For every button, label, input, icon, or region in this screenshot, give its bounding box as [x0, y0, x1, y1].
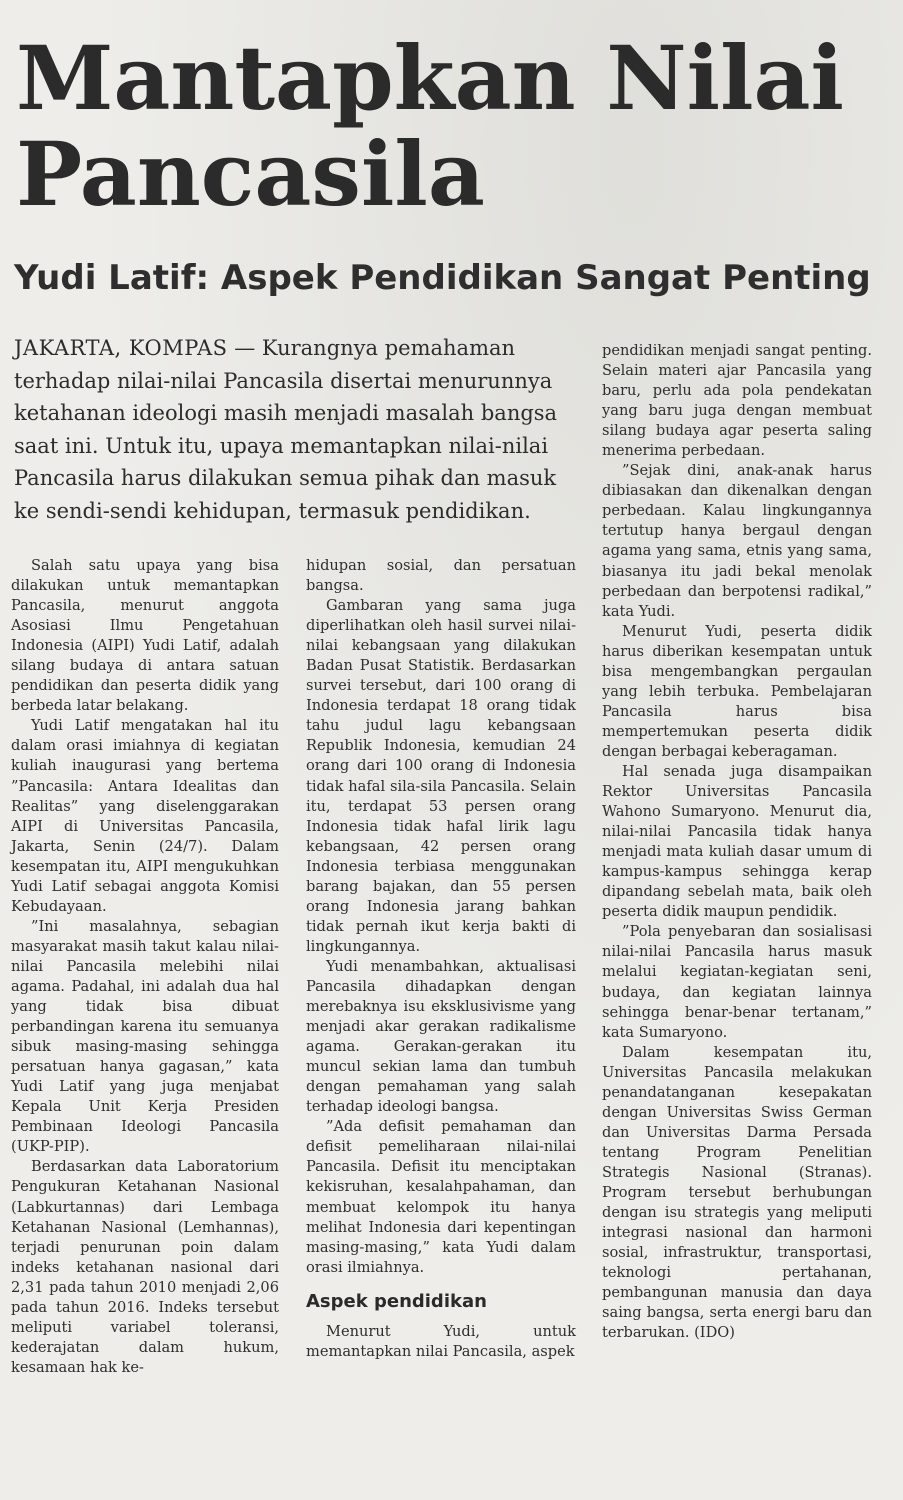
body-paragraph: Yudi menambahkan, aktualisasi Pancasila dihadapkan dengan merebaknya isu eksklusivisme yang menjadi akar gerakan radikalisme agama. Gerakan-gerakan itu muncul sekian lama dan tumbuh dengan pemahaman yang salah terhadap ideologi bangsa.	[306, 957, 576, 1116]
body-paragraph: Yudi Latif mengatakan hal itu dalam orasi imiahnya di kegiatan kuliah inaugurasi yang bertema ”Pancasila: Antara Idealitas dan Realitas” yang diselenggarakan AIPI di Universitas Pancasila, Jakarta, Senin (24/7). Dalam kesempatan itu, AIPI mengukuhkan Yudi Latif sebagai anggota Komisi Kebudayaan.	[11, 717, 279, 915]
dateline: JAKARTA, KOMPAS	[14, 336, 228, 360]
headline: Mantapkan Nilai Pancasila	[16, 26, 844, 226]
body-paragraph-continued: pendidikan menjadi sangat penting. Selain materi ajar Pancasila yang baru, perlu ada pola pendekatan yang baru juga dengan membuat silang budaya agar peserta saling menerima perbedaan.	[602, 342, 872, 460]
body-paragraph: ”Pola penyebaran dan sosialisasi nilai-nilai Pancasila harus masuk melalui kegiatan-kegiatan seni, budaya, dan kegiatan lainnya sehingga benar-benar tertanam,” kata Sumaryono.	[602, 923, 872, 1041]
lead-text: — Kurangnya pemahaman terhadap nilai-nilai Pancasila disertai menurunnya ketahanan ideologi masih menjadi masalah bangsa saat ini. Untuk itu, upaya memantapkan nilai-nilai Pancasila harus dilakukan semua pihak dan masuk ke sendi-sendi kehidupan, termasuk pendidikan.	[14, 336, 558, 523]
section-heading: Aspek pendidikan	[306, 1290, 487, 1312]
body-paragraph: ”Ini masalahnya, sebagian masyarakat masih takut kalau nilai-nilai Pancasila melebihi nilai agama. Padahal, ini adalah dua hal yang tidak bisa dibuat perbandingan karena itu semuanya sibuk masing-masing sehingga persatuan hanya gagasan,” kata Yudi Latif yang juga menjabat Kepala Unit Kerja Presiden Pembinaan Ideologi Pancasila (UKP-PIP).	[11, 917, 279, 1156]
body-paragraph: Menurut Yudi, untuk memantapkan nilai Pancasila, aspek	[306, 1322, 576, 1360]
body-paragraph: Gambaran yang sama juga diperlihatkan oleh hasil survei nilai-nilai kebangsaan yang dilakukan Badan Pusat Statistik. Berdasarkan survei tersebut, dari 100 orang di Indonesia terdapat 18 orang tidak tahu judul lagu kebangsaan Republik Indonesia, kemudian 24 orang dari 100 orang di Indonesia tidak hafal sila-sila Pancasila. Selain itu, terdapat 53 persen orang Indonesia tidak hafal lirik lagu kebangsaan, 42 persen orang Indonesia terbiasa menggunakan barang bajakan, dan 55 persen orang Indonesia jarang bahkan tidak pernah ikut kerja bakti di lingkungannya.	[306, 597, 576, 955]
body-paragraph: Hal senada juga disampaikan Rektor Universitas Pancasila Wahono Sumaryono. Menurut dia, nilai-nilai Pancasila tidak hanya menjadi mata kuliah dasar umum di kampus-kampus sehingga kerap dipandang sebelah mata, baik oleh peserta didik maupun pendidik.	[602, 762, 872, 921]
body-paragraph: ”Sejak dini, anak-anak harus dibiasakan dan dikenalkan dengan perbedaan. Kalau lingkungannya tertutup hanya bergaul dengan agama yang sama, etnis yang sama, biasanya itu jadi bekal menolak perbedaan dan berpotensi radikal,” kata Yudi.	[602, 462, 872, 620]
body-paragraph: ”Ada defisit pemahaman dan defisit pemeliharaan nilai-nilai Pancasila. Defisit itu menciptakan kekisruhan, kesalahpahaman, dan membuat kelompok itu hanya melihat Indonesia dari kepentingan masing-masing,” kata Yudi dalam orasi ilmiahnya.	[306, 1118, 576, 1276]
body-paragraph: Dalam kesempatan itu, Universitas Pancasila melakukan penandatanganan kesepakatan dengan Universitas Swiss German dan Universitas Darma Persada tentang Program Penelitian Strategis Nasional (Stranas). Program tersebut berhubungan dengan isu strategis yang meliputi integrasi nasional dan harmoni sosial, infrastruktur, transportasi, teknologi pertahanan, pembangunan manusia dan daya saing bangsa, serta energi baru dan terbarukan. (IDO)	[602, 1043, 872, 1342]
column-1	[11, 556, 279, 1378]
column-3	[602, 341, 872, 1343]
lead-paragraph	[14, 332, 574, 527]
subheadline: Yudi Latif: Aspek Pendidikan Sangat Penting	[14, 258, 871, 298]
body-paragraph: Berdasarkan data Laboratorium Pengukuran Ketahanan Nasional (Labkurtannas) dari Lembaga Ketahanan Nasional (Lemhannas), terjadi penurunan poin dalam indeks ketahanan nasional dari 2,31 pada tahun 2010 menjadi 2,06 pada tahun 2016. Indeks tersebut meliputi variabel toleransi, kederajatan dalam hukum, kesamaan hak ke-	[11, 1158, 279, 1376]
body-paragraph-continued: hidupan sosial, dan persatuan bangsa.	[306, 557, 576, 595]
column-2	[306, 556, 576, 1362]
body-paragraph: Menurut Yudi, peserta didik harus diberikan kesempatan untuk bisa mengembangkan pergaulan yang lebih terbuka. Pembelajaran Pancasila harus bisa mempertemukan peserta didik dengan berbagai keberagaman.	[602, 622, 872, 760]
body-paragraph: Salah satu upaya yang bisa dilakukan untuk memantapkan Pancasila, menurut anggota Asosiasi Ilmu Pengetahuan Indonesia (AIPI) Yudi Latif, adalah silang budaya di antara satuan pendidikan dan peserta didik yang berbeda latar belakang.	[11, 557, 279, 715]
